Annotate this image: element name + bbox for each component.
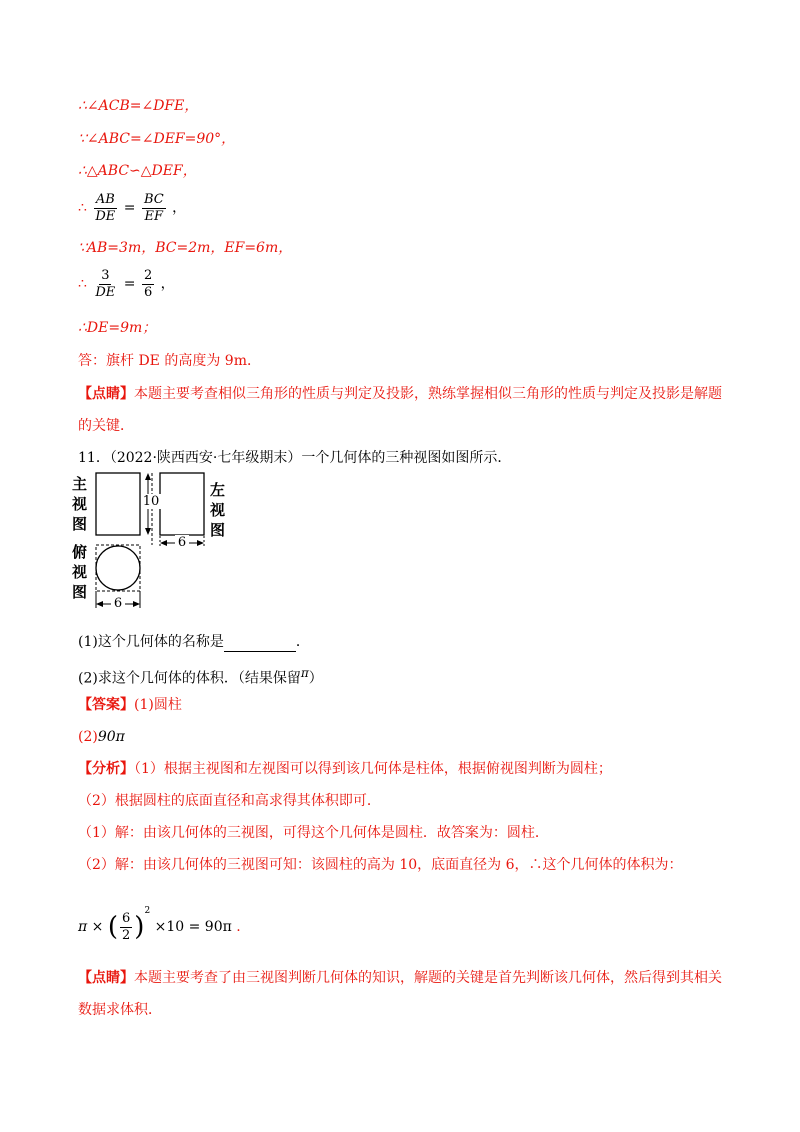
fraction-numerator: AB — [95, 191, 115, 207]
therefore-symbol: ∴ — [78, 200, 87, 216]
analysis-line-1 — [78, 759, 612, 779]
fraction-numerator: 6 — [122, 910, 131, 926]
answer-part-2 — [78, 727, 125, 747]
solution-line-4 — [78, 188, 186, 228]
equals-sign: = — [123, 276, 136, 292]
times-sign: × — [91, 919, 104, 935]
arrow-up-icon — [145, 473, 151, 480]
fraction-denominator: 2 — [122, 927, 131, 943]
fraction-3-de — [93, 268, 117, 301]
fraction-numerator: BC — [143, 191, 164, 207]
comment-text: 本题主要考查相似三角形的性质与判定及投影，熟练掌握相似三角形的性质与判定及投影是解题 — [134, 386, 722, 402]
arrow-right-icon — [197, 540, 204, 546]
fraction-6-2 — [120, 911, 132, 944]
arrow-left-icon — [160, 540, 167, 546]
question-part-1 — [78, 632, 310, 652]
answer-part-2-prefix: (2) — [78, 729, 98, 745]
fraction-numerator: 2 — [143, 267, 153, 283]
solution-answer-line: 答：旗杆 DE 的高度为 9m． — [78, 353, 261, 369]
formula-rest: ×10 = 90π — [154, 919, 232, 935]
arrow-down-icon — [145, 528, 151, 535]
analysis-line-4: （2）解：由该几何体的三视图可知：该圆柱的高为 10，底面直径为 6，∴这个几何体的体积为： — [78, 857, 683, 873]
left-view-rect — [160, 473, 204, 535]
arrow-left-icon — [96, 601, 103, 607]
three-views-figure — [72, 470, 232, 620]
fraction-numerator: 3 — [101, 267, 110, 283]
comment-tag: 【点睛】 — [78, 386, 134, 402]
left-paren: ( — [107, 912, 118, 942]
comment-prev-line-2: 的关键． — [78, 418, 134, 434]
arrow-right-icon — [133, 601, 140, 607]
answer-part-2-value: 90π — [97, 729, 125, 745]
fraction-bc-ef — [142, 192, 166, 225]
solution-line-3: ∴△ABC∽△DEF， — [78, 163, 197, 179]
solution-line-6 — [78, 264, 175, 304]
solution-line-7: ∴DE=9m； — [78, 320, 157, 336]
pi-symbol: π — [78, 919, 88, 935]
question-number: 11． — [78, 450, 110, 466]
conclusion-tag: 【点睛】 — [78, 970, 134, 986]
left-width-dimension-label: 6 — [175, 535, 189, 550]
exponent: 2 — [144, 906, 151, 916]
solution-line-5: ∵AB=3m，BC=2m，EF=6m， — [78, 240, 293, 256]
analysis-line-2: （2）根据圆柱的底面直径和高求得其体积即可． — [78, 793, 381, 809]
comma: ， — [160, 276, 175, 292]
answer-blank[interactable] — [224, 637, 296, 652]
height-dimension-label: 10 — [142, 494, 160, 509]
top-view-label: 俯视图 — [72, 543, 88, 601]
solution-line-2: ∵∠ABC=∠DEF=90°， — [78, 131, 236, 147]
part-2-text: (2)求这个几何体的体积．（结果保留 — [78, 670, 301, 687]
fraction-ab-de — [93, 192, 117, 225]
answer-block — [78, 695, 182, 715]
solution-line-1: ∴∠ACB=∠DFE， — [78, 98, 199, 114]
question-source: （2022·陕西西安·七年级期末） — [109, 450, 302, 466]
answer-part-1: (1)圆柱 — [134, 697, 182, 713]
volume-formula — [78, 888, 241, 950]
three-views-diagram — [72, 470, 232, 620]
fraction-denominator: DE — [95, 208, 116, 224]
top-width-dimension-label: 6 — [111, 596, 125, 611]
analysis-text-1: （1）根据主视图和左视图可以得到该几何体是柱体，根据俯视图判断为圆柱； — [134, 761, 612, 777]
right-paren: ) — [134, 912, 145, 942]
pi-symbol: π — [300, 666, 309, 680]
fraction-denominator: 6 — [143, 284, 153, 300]
fraction-denominator: EF — [144, 208, 164, 224]
part-1-end: ． — [295, 634, 310, 650]
question-part-2 — [78, 663, 323, 689]
conclusion-line-2: 数据求体积． — [78, 1002, 162, 1018]
front-view-label: 主视图 — [72, 475, 88, 533]
analysis-tag: 【分析】 — [78, 761, 134, 777]
answer-tag: 【答案】 — [78, 697, 134, 713]
conclusion-text-1: 本题主要考查了由三视图判断几何体的知识，解题的关键是首先判断该几何体，然后得到其相关 — [134, 970, 722, 986]
fraction-2-6 — [142, 268, 154, 301]
top-view-circle — [96, 546, 140, 590]
fraction-denominator: DE — [95, 284, 116, 300]
front-view-rect — [96, 473, 140, 535]
formula-dot: . — [236, 919, 241, 935]
question-11 — [78, 448, 511, 468]
comment-prev — [78, 384, 722, 404]
part-2-end: ） — [308, 670, 323, 687]
comma: ， — [172, 200, 187, 216]
equals-sign: = — [123, 200, 136, 216]
part-1-text: (1)这个几何体的名称是 — [78, 634, 224, 650]
therefore-symbol: ∴ — [78, 276, 87, 292]
question-text: 一个几何体的三种视图如图所示． — [301, 450, 512, 466]
analysis-line-3: （1）解：由该几何体的三视图，可得这个几何体是圆柱．故答案为：圆柱． — [78, 825, 549, 841]
left-view-label: 左视图 — [210, 481, 226, 539]
conclusion-line-1 — [78, 968, 722, 988]
